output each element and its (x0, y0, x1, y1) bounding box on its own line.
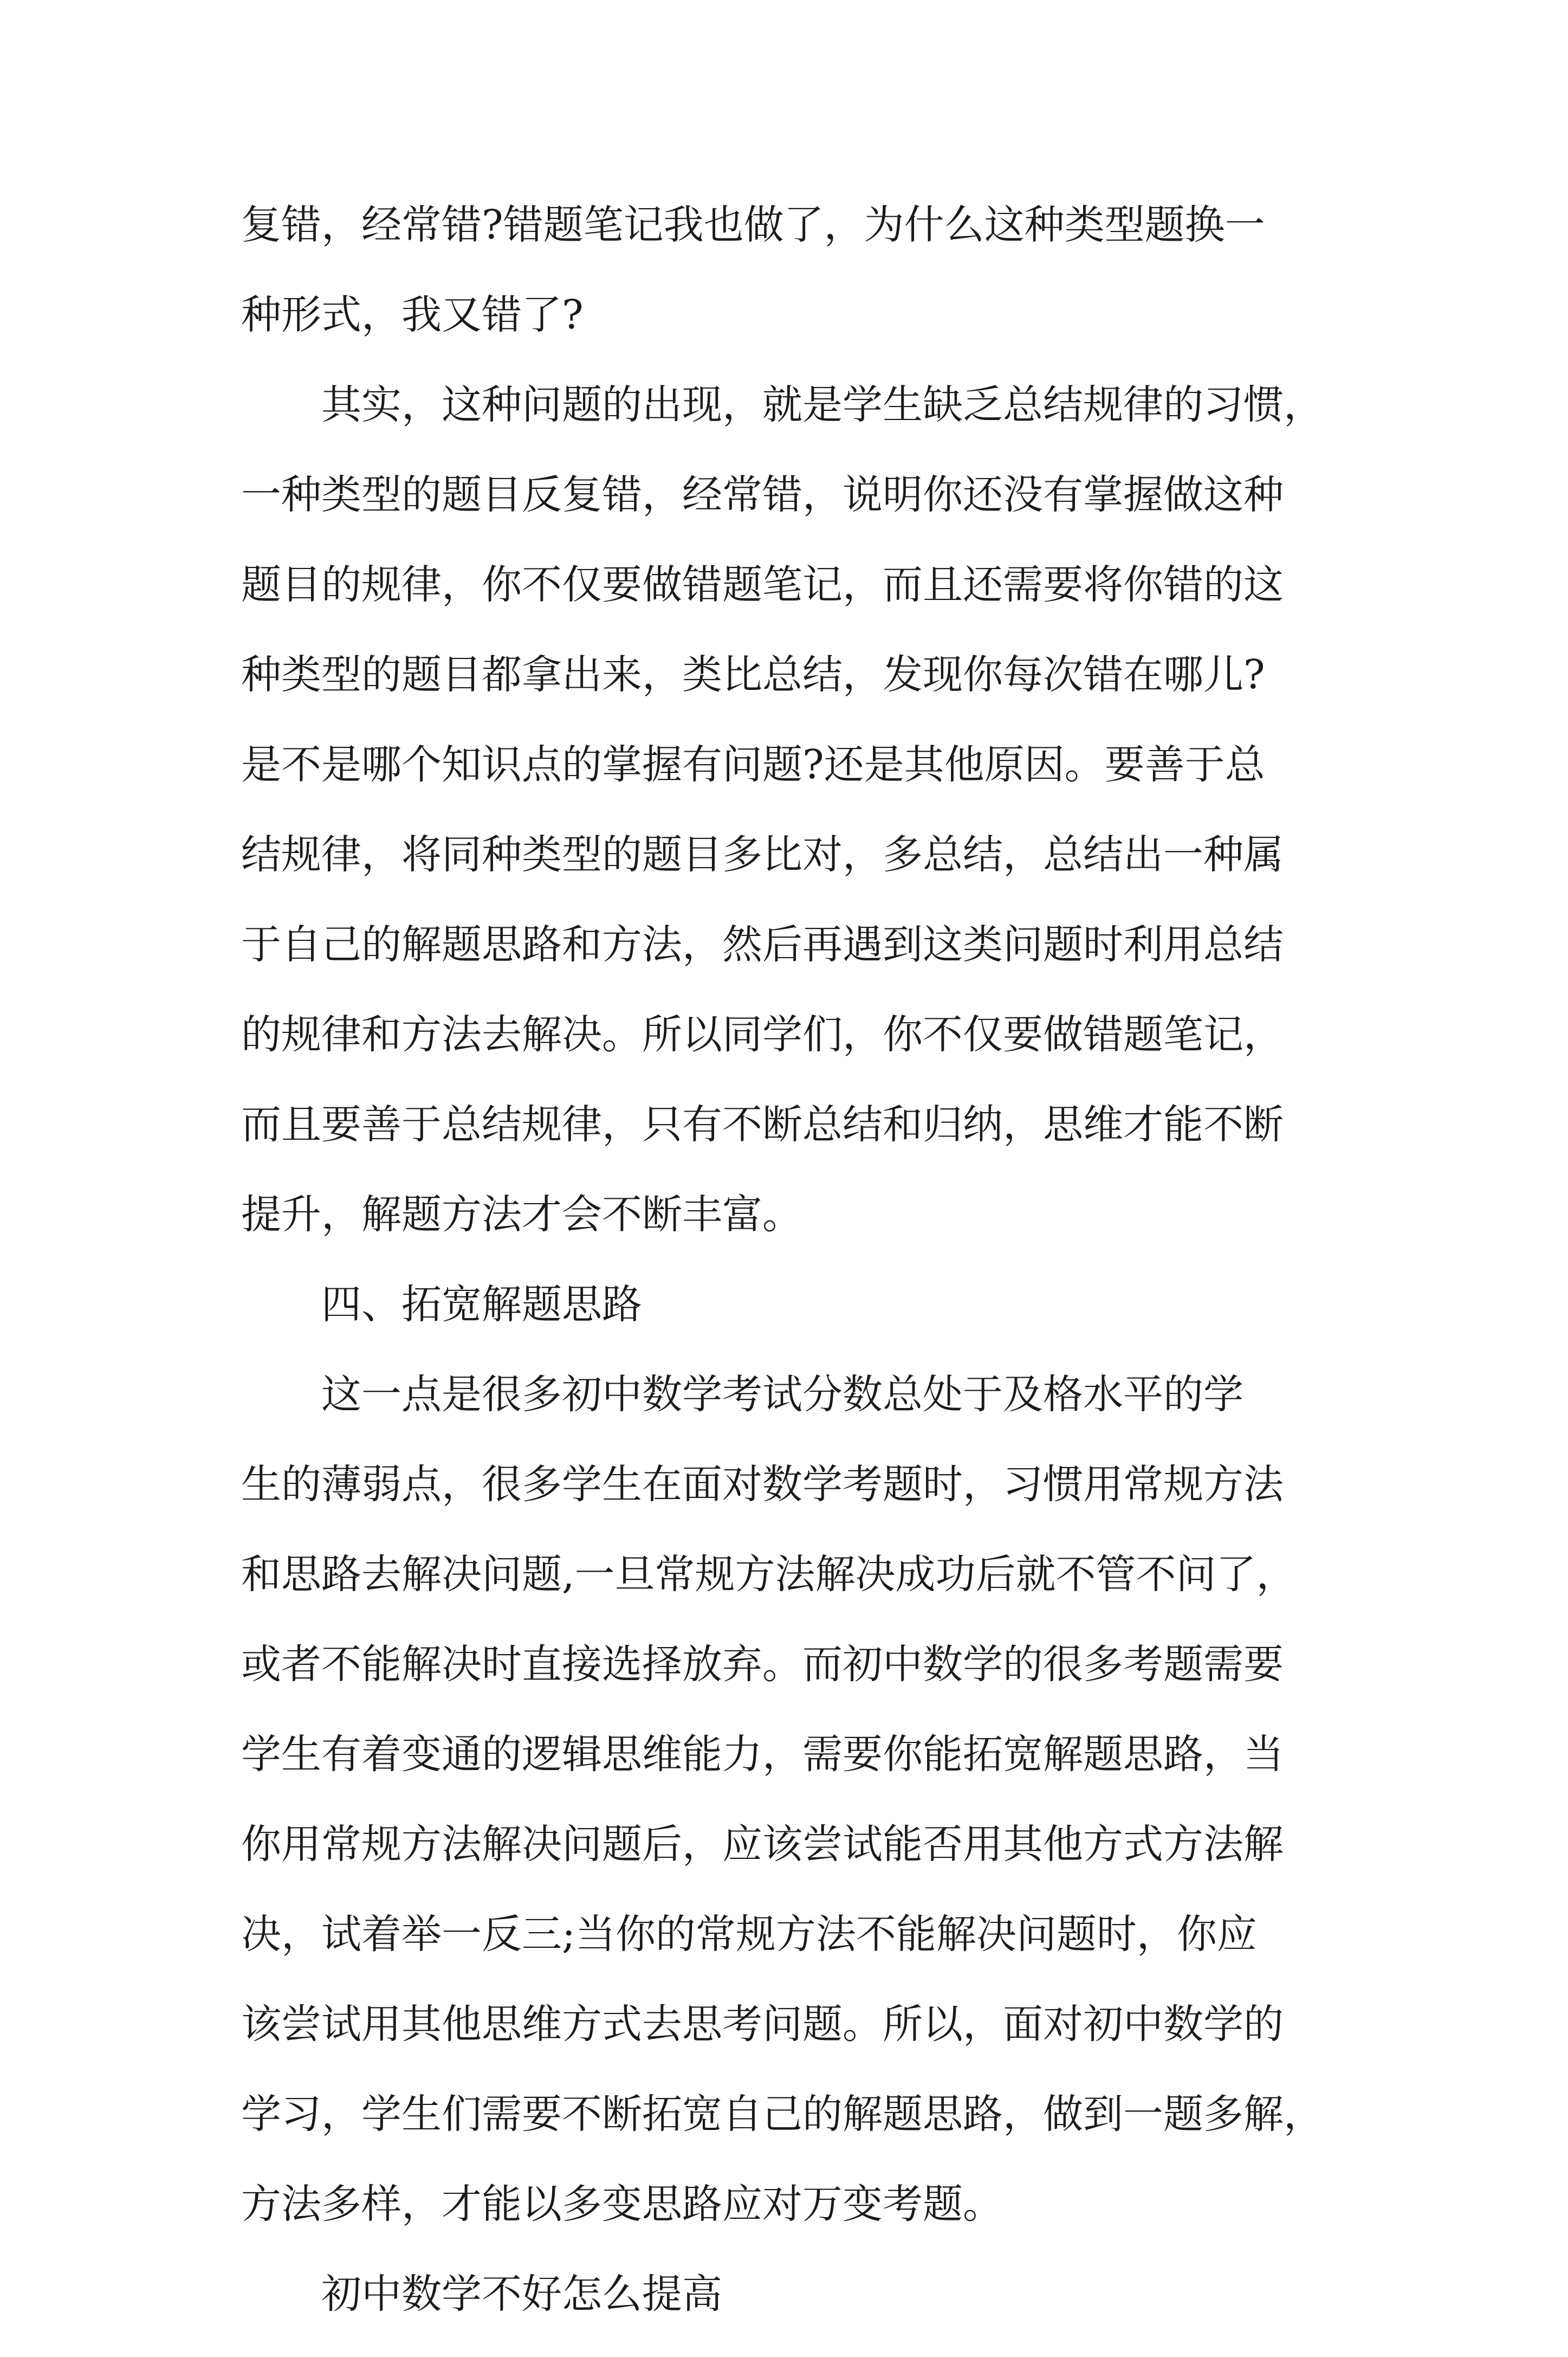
paragraph-start: 这一点是很多初中数学考试分数总处于及格水平的学 (321, 1371, 1243, 1418)
text-line: 题目的规律，你不仅要做错题笔记，而且还需要将你错的这 (241, 561, 1284, 608)
text-line: 或者不能解决时直接选择放弃。而初中数学的很多考题需要 (241, 1641, 1284, 1688)
text-line: 是不是哪个知识点的掌握有问题?还是其他原因。要善于总 (241, 741, 1265, 788)
text-line: 你用常规方法解决问题后，应该尝试能否用其他方式方法解 (241, 1821, 1284, 1868)
text-line: 于自己的解题思路和方法，然后再遇到这类问题时利用总结 (241, 921, 1284, 968)
text-line: 该尝试用其他思维方式去思考问题。所以，面对初中数学的 (241, 2001, 1284, 2048)
text-line: 一种类型的题目反复错，经常错，说明你还没有掌握做这种 (241, 472, 1284, 518)
text-line: 种类型的题目都拿出来，类比总结，发现你每次错在哪儿? (241, 651, 1265, 698)
text-line: 方法多样，才能以多变思路应对万变考题。 (241, 2181, 1003, 2227)
text-line: 而且要善于总结规律，只有不断总结和归纳，思维才能不断 (241, 1101, 1284, 1148)
document-body (241, 198, 1379, 2357)
text-line: 学生有着变通的逻辑思维能力，需要你能拓宽解题思路，当 (241, 1731, 1284, 1778)
section-heading: 初中数学不好怎么提高 (321, 2271, 722, 2317)
text-line: 的规律和方法去解决。所以同学们，你不仅要做错题笔记， (241, 1011, 1284, 1058)
text-line: 复错，经常错?错题笔记我也做了，为什么这种类型题换一 (241, 202, 1265, 248)
section-heading: 四、拓宽解题思路 (321, 1281, 642, 1328)
text-line: 种形式，我又错了? (241, 292, 584, 338)
text-line: 和思路去解决问题,一旦常规方法解决成功后就不管不问了， (241, 1551, 1297, 1598)
text-line: 决，试着举一反三;当你的常规方法不能解决问题时，你应 (241, 1911, 1257, 1958)
paragraph-start: 其实，这种问题的出现，就是学生缺乏总结规律的习惯， (321, 382, 1324, 428)
text-line: 提升，解题方法才会不断丰富。 (241, 1191, 802, 1238)
text-line: 结规律，将同种类型的题目多比对，多总结，总结出一种属 (241, 831, 1284, 878)
text-line: 生的薄弱点，很多学生在面对数学考题时，习惯用常规方法 (241, 1461, 1284, 1508)
text-line: 学习，学生们需要不断拓宽自己的解题思路，做到一题多解， (241, 2091, 1324, 2138)
